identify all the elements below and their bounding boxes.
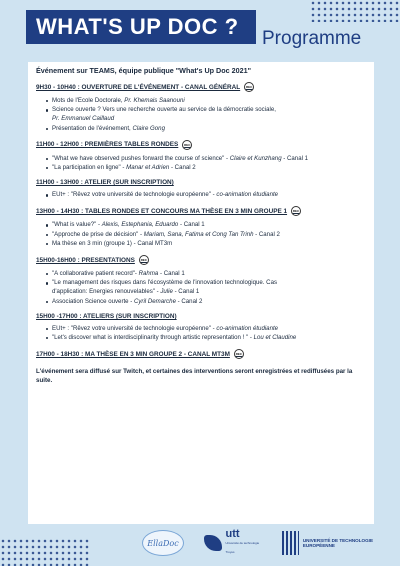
session-speakers: Claire et Kunzhang [229, 154, 282, 162]
record-icon: REC [234, 349, 244, 359]
record-icon: REC [182, 140, 192, 150]
utt-logo-text: utt [225, 527, 240, 540]
session-speakers: Lou et Claudine [253, 334, 297, 342]
programme-section [36, 206, 366, 248]
section-title-text: 11H00 - 12H00 : PREMIÈRES TABLES RONDES [36, 141, 179, 149]
ute-logo-text: UNIVERSITÉ DE TECHNOLOGIE EUROPÉENNE [302, 537, 374, 548]
intro-text: Événement sur TEAMS, équipe publique "What's Up Doc 2021" [36, 66, 252, 75]
session-speakers: Julie [160, 288, 173, 296]
session-item [46, 288, 366, 296]
section-title-text: 11H00 - 13H00 : ATELIER (SUR INSCRIPTION) [36, 179, 174, 187]
session-text: "What we have observed pushes forward the course of science" - [52, 154, 230, 162]
session-item [46, 97, 366, 105]
session-channel: - Canal 1 [158, 270, 185, 278]
section-title-text: 17H00 - 18H30 : MA THÈSE EN 3 MIN GROUPE 2 - CANAL MT3M [36, 350, 230, 358]
session-text: "What is value?" - [52, 221, 102, 229]
session-text: d'application: Energies renouvelables" - [52, 288, 161, 296]
session-channel: - Canal 2 [175, 297, 203, 305]
session-item [46, 279, 366, 287]
programme-section [36, 255, 366, 306]
section-title [36, 349, 366, 359]
programme-section [36, 140, 366, 172]
utt-logo [204, 527, 262, 555]
session-item [46, 298, 366, 306]
session-text: Association Science ouverte - [52, 297, 134, 305]
section-title [36, 82, 366, 92]
section-title [36, 140, 366, 150]
record-icon: REC [139, 255, 149, 265]
record-icon: REC [291, 206, 301, 216]
section-title-text: 15H00 -17H00 : ATELIERS (SUR INSCRIPTION) [36, 312, 177, 320]
session-channel: - Canal 1 [178, 221, 205, 229]
page-subtitle: Programme [262, 28, 362, 49]
session-channel: - Canal 1 [172, 288, 200, 296]
session-list [36, 97, 366, 133]
session-item [46, 270, 366, 278]
session-text: Présentation de l'événement, [52, 124, 133, 132]
session-speakers: Rahma [138, 270, 159, 278]
section-title [36, 313, 366, 320]
section-title [36, 179, 366, 186]
session-text: "Approche de prise de décision" - [52, 230, 144, 238]
sections-list [36, 82, 366, 359]
session-item [46, 325, 366, 333]
session-text: EUt+ : "Rêvez votre université de technologie européenne" - [52, 324, 217, 332]
session-text: "Le management des risques dans l'écosystème de l'innovation technologique. Cas [52, 279, 278, 287]
programme-section [36, 349, 366, 359]
programme-section [36, 179, 366, 199]
session-list [36, 221, 366, 248]
session-list [36, 191, 366, 199]
ute-mark-icon [282, 531, 299, 555]
session-list [36, 270, 366, 306]
section-title [36, 255, 366, 265]
programme-section [36, 82, 366, 133]
session-item [46, 106, 366, 114]
session-item [46, 125, 366, 133]
session-speakers: Cyril Demarche [133, 297, 176, 305]
session-text: Science ouverte ? Vers une recherche ouverte au service de la démocratie sociale, [52, 106, 276, 114]
session-item [46, 115, 366, 123]
session-text: Ma thèse en 3 min (groupe 1) - Canal MT3m [52, 239, 173, 247]
session-speakers: Claire Gong [132, 124, 165, 132]
section-title-text: 9H30 - 10H40 : OUVERTURE DE L'ÉVÉNEMENT - CANAL GÉNÉRAL [36, 83, 241, 91]
programme-section [36, 313, 366, 342]
ute-logo [282, 529, 382, 557]
footer-note: L'événement sera diffusé sur Twitch, et certaines des interventions seront enregistrées et rediffusées par la suite. [36, 368, 353, 385]
section-title-text: 15H00-16H00 : PRESENTATIONS [36, 256, 135, 264]
session-speakers: Mariam, Sana, Fatima et Cong Tan Trinh [143, 230, 254, 238]
decor-dots-top [310, 0, 400, 22]
elladoc-logo: EllaDoc [142, 530, 184, 556]
session-speakers: Pr. Khemais Saanouni [124, 97, 185, 104]
record-icon: REC [244, 82, 254, 92]
session-speakers: co-animation étudiante [216, 191, 279, 199]
session-list [36, 325, 366, 342]
session-channel: - Canal 1 [281, 154, 309, 162]
session-item [46, 240, 366, 248]
session-item [46, 191, 366, 199]
session-speakers: Manar et Adrien [126, 164, 170, 172]
utt-mark-icon [204, 535, 222, 551]
session-text: "A collaborative patient record"- [52, 270, 139, 278]
section-title [36, 206, 366, 216]
session-speakers: Pr. Emmanuel Caillaud [52, 115, 115, 123]
programme-card [28, 62, 374, 524]
session-text: EUt+ : "Rêvez votre université de technologie européenne" - [52, 191, 217, 199]
session-item [46, 221, 366, 229]
page-title: WHAT'S UP DOC ? [26, 10, 256, 44]
session-item [46, 164, 366, 172]
session-text: "La participation en ligne" - [52, 164, 127, 172]
session-speakers: Alexis, Estephania, Eduardo [101, 221, 179, 229]
session-channel: - Canal 2 [169, 164, 196, 172]
session-item [46, 334, 366, 342]
session-channel: - Canal 2 [253, 230, 280, 238]
logos-bar [0, 526, 400, 560]
session-text: "Let's discover what is interdisciplinarity through artistic representation ! " - [52, 334, 254, 342]
session-speakers: co-animation étudiante [216, 324, 279, 332]
session-item [46, 155, 366, 163]
session-text: Mots de l'Ecole Doctorale, [52, 97, 125, 104]
session-list [36, 155, 366, 172]
section-title-text: 13H00 - 14H30 : TABLES RONDES ET CONCOURS MA THÈSE EN 3 MIN GROUPE 1 [36, 207, 288, 215]
utt-logo-subtext: Université de technologie Troyes [225, 540, 260, 554]
session-item [46, 231, 366, 239]
